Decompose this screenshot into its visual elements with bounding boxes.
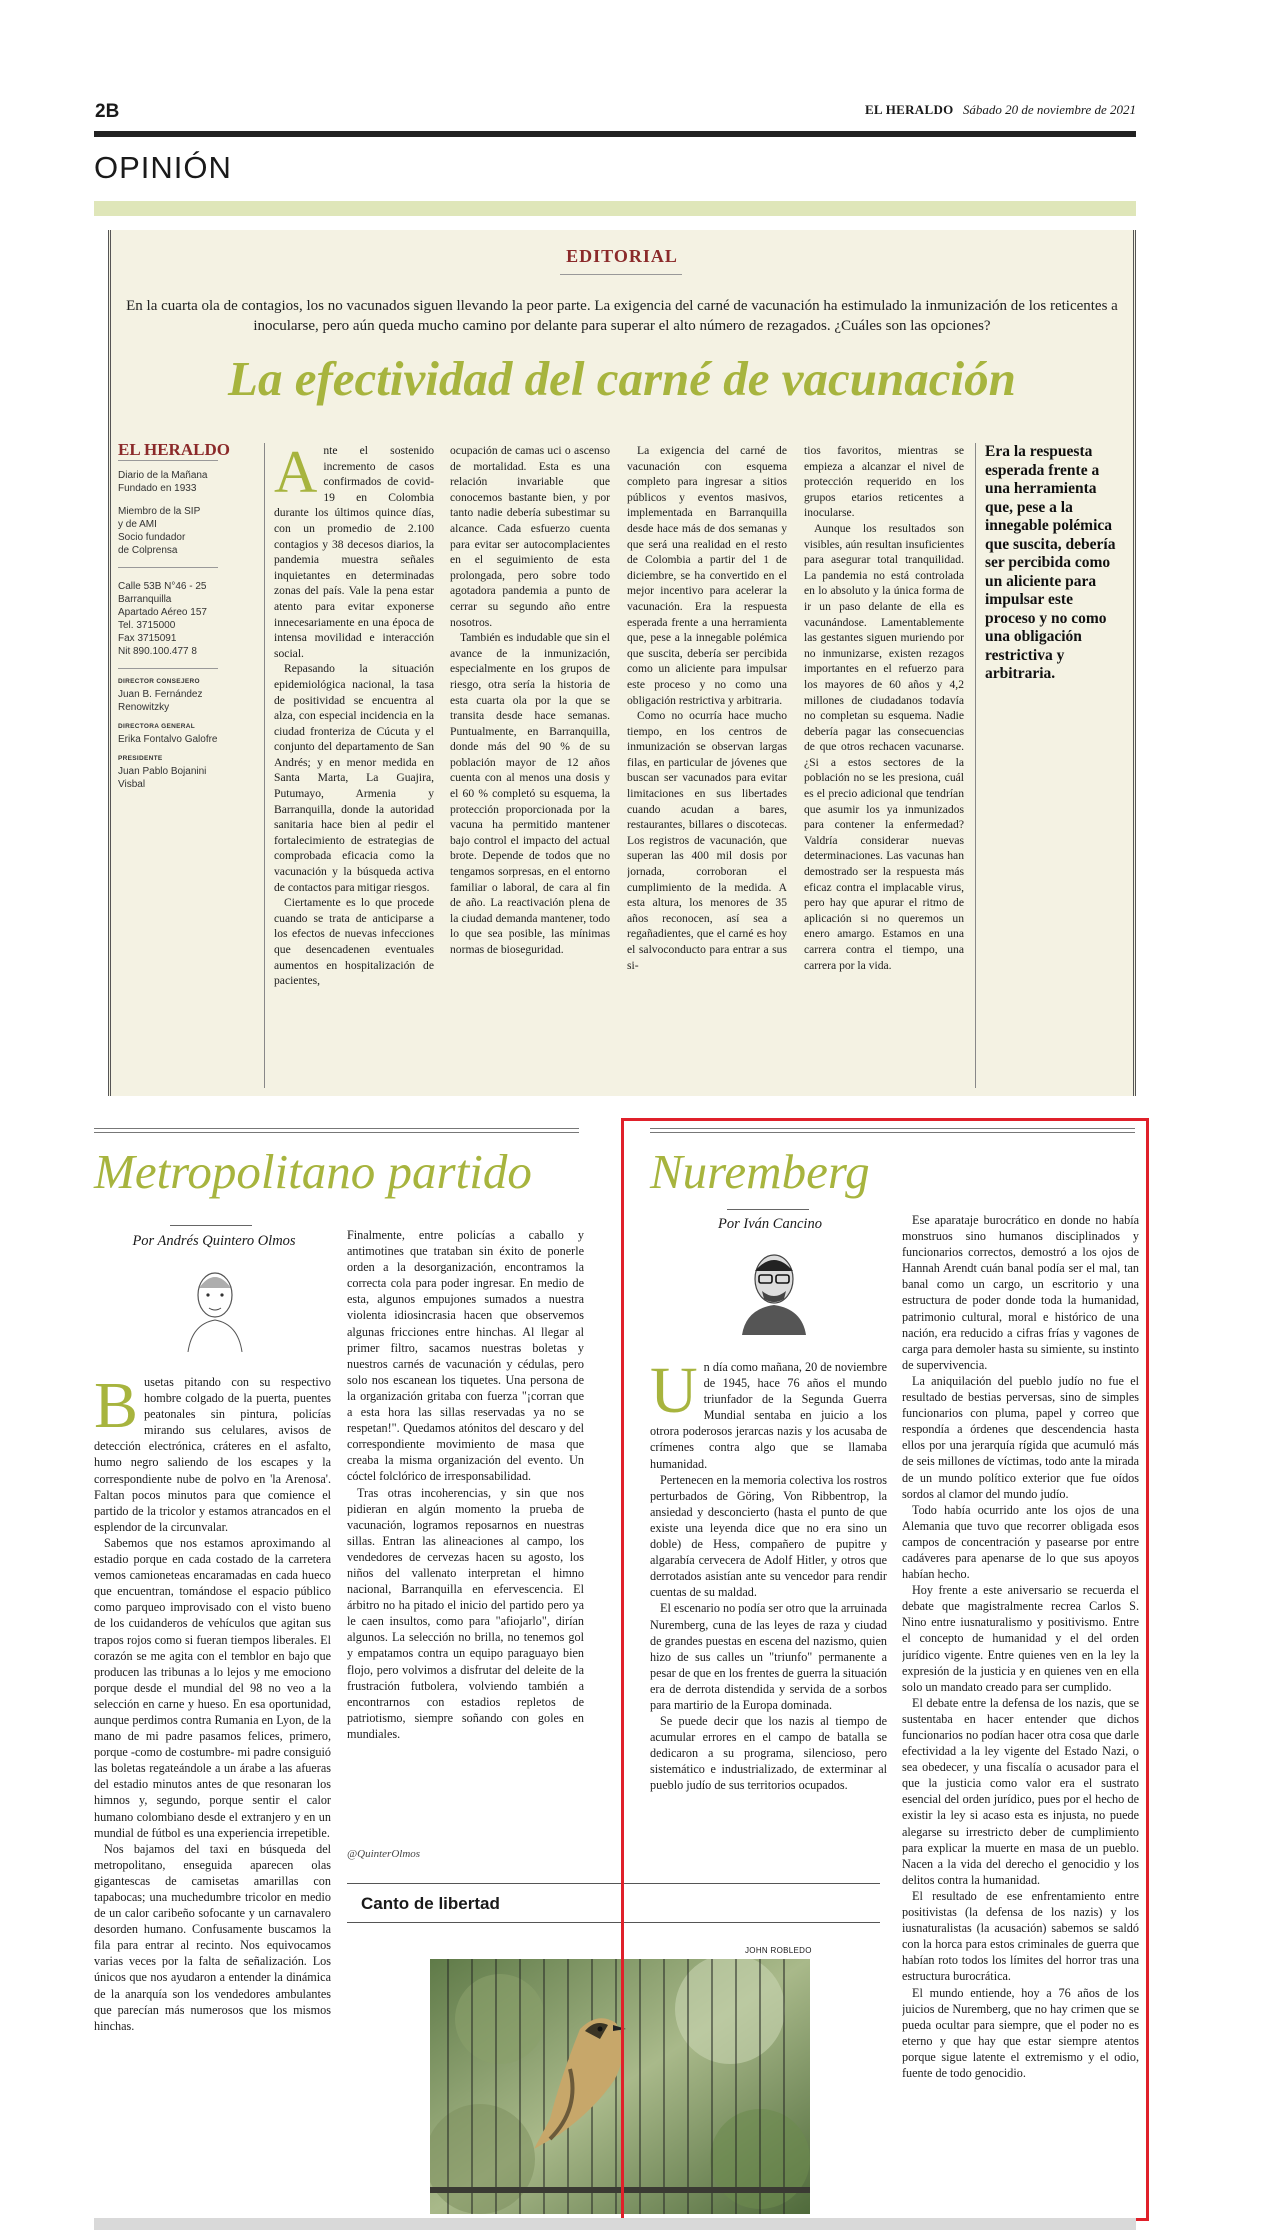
metropolitano-column-1 [94,1374,331,2206]
general-label: DIRECTORA GENERAL [118,723,195,730]
masthead-member: Miembro de la SIP y de AMI Socio fundador de Colprensa [118,506,201,556]
paragraph: El mundo entiende, hoy a 76 años de los juicios de Nuremberg, que no hay crimen que se pueda ocultar para siempre, que el poder no es eterno y que hay que estar siempre atentos porque sigue latente el extremismo y el odio, fuente de todo genocidio. [902,1985,1139,2080]
editorial-column-4 [804,443,964,1088]
byline-rule [170,1225,252,1226]
section-band [94,201,1136,216]
paragraph: El debate entre la defensa de los nazis, que se sustentaba en hacer entender que dichos funcionarios no podían hacer otra cosa que darle efectividad a la ley vigente del Estado Nazi, o sea obedecer, y una fiscalía o acusador para el que la justicia como valor era el sustrato esencial del orden jurídico, pues por el hecho de existir la ley si acaso esta es injusta, no puede alegarse su irrestricto deber de cumplimiento para explicar la muerte en masa de un pueblo. Nacen a la vida del derecho el genocidio y los delitos contra la humanidad. [902,1695,1139,1887]
pullquote: Era la respuesta esperada frente a una herramienta que, pese a la innegable polémica que suscita, debería ser percibida como un aliciente para impulsar este proceso y no como una obligación restrictiva y arbitraria. [985,443,1116,682]
editorial-headline: La efectividad del carné de vacunación [228,351,1016,406]
kicker-rule [560,274,682,275]
page-number: 2B [95,101,120,122]
paragraph: Tras otras incoherencias, y sin que nos pidieran en algún momento la prueba de vacunación, logramos reposarnos en nuestras sillas. Entran las alineaciones al campo, los vendedores de cervezas hacen su agosto, los niños del vallenato interpretan el himno nacional, Barranquilla en efervescencia. El árbitro no ha pitado el inicio del partido pero ya le caen insultos, como para "afiojarlo", dirían algunos. La selección no brilla, no tenemos gol y empatamos contra un equipo paraguayo bien flojo, pero volvimos a disfrutar del deleite de la frustración futbolera, volviendo también a encontrarnos con estadios repletos de patriotismo, siempre soñando con goles en mundiales. [347,1485,584,1741]
masthead-divider [264,443,265,1088]
editorial-column-2 [450,443,610,1088]
paragraph: Sabemos que nos estamos aproximando al estadio porque en cada costado de la carretera vemos camioneteas encaramadas en cada hueco que encuentran, tomándose el espacio público como parqueo improvisado con el visto bueno de los cuidanderos de vehículos que agitan sus trapos rojos como si fueran tiempos liberales. El corazón se me agita con el temblor en bajo que producen las tribunas a lo lejos y me emociono porque desde el mundial del 98 no veo a la selección en carne y hueso. En esa oportunidad, aunque perdimos contra Rumania en Lyon, de la mano de mi padre pasamos felices, primero, porque -como de costumbre- mi padre consiguió las boletas regateándole a un árabe a las afueras del estadio minutos antes de que resonaran los himnos y, segundo, porque sentir el calor humano colombiano desde el extranjero y en un mundial de fútbol es una experiencia irrepetible. [94,1535,331,1840]
paragraph: Pertenecen en la memoria colectiva los rostros perturbados de Göring, Von Ribbentrop, la ansiedad y desconcierto (hasta el punto de que existe una leyenda dice que no era sino un doble) de Hess, compañero de pupitre y algarabía cervecera de Adolf Hitler, y otros que derrotados asistían ante su vencedor para rendir cuentas de su maldad. [650,1472,887,1600]
paragraph: ocupación de camas uci o ascenso de mortalidad. Esta es una relación invariable que conocemos bastante bien, y por tanto nadie debería subestimar su alcance. Cada esfuerzo cuenta para evitar ser autocomplacientes en el seguimiento de esta prolongada, pero sobre todo agotadora pandemia a punto de cerrar su segundo año entre nosotros. [450,444,610,629]
paragraph: El resultado de ese enfrentamiento entre positivistas (la defensa de los nazis) y los iusnaturalistas (la acusación) sabemos se saldó con la horca para estos criminales de guerra que habían roto todos los límites del horror tras una estructura burocrática. [902,1888,1139,1984]
masthead-logo: EL HERALDO [118,440,230,459]
editorial-column-1 [274,443,434,1088]
bottom-color-strip [94,2218,1136,2230]
masthead-founded: Diario de la Mañana Fundado en 1933 [118,470,208,494]
byline-quintero: Por Andrés Quintero Olmos [132,1233,296,1249]
paragraph: El escenario no podía ser otro que la arruinada Nuremberg, cuna de las leyes de raza y ciudad de grandes puestas en escena del nazismo, quien hizo de sus calles un "triunfo" permanente a pesar de que en los frentes de guerra la situación era de derrota distendida y servida de a sorbos para martirio de la Europa dominada. [650,1601,887,1712]
paragraph: Finalmente, entre policías a caballo y antimotines que trataban sin éxito de ponerle orden a la desorganización, encontramos la correcta cola para poder ingresar. En medio de esta, algunos empujones sumados a nuestra violenta idiosincrasia hacen que observemos algunas fricciones entre hinchas. Al llegar al primer filtro, sacamos nuestras boletas y nuestros carnés de vacunación y cédulas, pero solo nos escanean los tiquetes. Una persona de la organización gritaba con fuerza "¡corran que a esta hora las sillas reservadas ya no se respetan!". Quedamos atónitos del descaro y del correspondiente movimiento de masa que creaba la misma organización del evento. Un cóctel folclórico de irresponsabilidad. [347,1228,584,1484]
author-portrait-quintero [180,1262,250,1352]
presidente-name: Juan Pablo Bojanini Visbal [118,766,207,790]
pullquote-divider [975,443,976,1088]
column-rule-left [94,1128,579,1129]
section-title: OPINIÓN [94,150,232,185]
presidente-label: PRESIDENTE [118,755,163,762]
date: Sábado 20 de noviembre de 2021 [962,102,1136,117]
paragraph: Ciertamente es lo que procede cuando se trata de anticiparse a los efectos de nuevas infecciones que desencadenen eventuales aumentos en hospitalización de pacientes, [274,896,434,988]
paragraph: Todo había ocurrido ante los ojos de una Alemania que tuvo que recorrer obligada esos campos de concentración y pasearse por entre cadáveres para apenarse de lo que sus apoyos habían hecho. [902,1502,1139,1582]
column-title-nuremberg: Nuremberg [650,1144,870,1199]
paragraph: La aniquilación del pueblo judío no fue el resultado de bestias perversas, sino de simples funcionarios con pluma, papel y correo que respondía a órdenes que descendencia hasta ellos por una jerarquía rígida que acumuló más de seis millones de víctimas, todo ante la mirada de un mundo político exterior que fue oídos sordos al clamor del mundo judío. [902,1373,1139,1501]
paper-name: EL HERALDO [864,102,954,117]
editorial-column-3 [627,443,787,1088]
drop-cap: A [274,443,318,505]
drop-cap: U [650,1359,698,1427]
header-rule [94,131,1136,137]
paragraph: Hoy frente a este aniversario se recuerda el debate que magistralmente recrea Carlos S. Nino entre iusnaturalismo y positivismo. Entre el concepto de humanidad y el del orden jurídico vigente. Entre quienes ven en la ley la expresión de la justicia y en quienes ven en ella solo un mandato creado para ser cumplido. [902,1583,1139,1694]
date-line [865,102,1136,118]
paragraph: También es indudable que sin el avance de la inmunización, especialmente en los grupos de riesgo, otra sería la historia de esta cuarta ola por la que se transita desde hace semanas. Puntualmente, en Barranquilla, donde más del 90 % de su población mayor de 12 años cuenta con al menos una dosis y el 60 % completó su esquema, la protección proporcionada por la vacuna ha permitido mantener bajo control el impacto del actual brote. Depende de todos que no tengamos sorpresas, en el entorno familiar o laboral, de cara al fin de año. La reactivación plena de la ciudad demanda mantener, todo lo que sea posible, las mínimas normas de bioseguridad. [450,631,610,956]
masthead [118,440,270,791]
paragraph: Se puede decir que los nazis al tiempo de acumular errores en el campo de batalla se dedicaron a su programa, silencioso, pero sistemático e industrializado, de exterminar al pueblo judío de sus territorios ocupados. [650,1714,887,1793]
column-title-metropolitano: Metropolitano partido [94,1144,532,1199]
paragraph: Como no ocurría hace mucho tiempo, en los centros de inmunización se observan largas filas, en particular de jóvenes que buscan ser vacunados para evitar limitaciones en sus libertades cuando acudan a bares, restaurantes, billares o discotecas. Los registros de vacunación, que superan las 400 mil dosis por jornada, corroboran el cumplimiento de la medida. A esta altura, los menores de 35 años reconocen, así sea a regañadientes, que el carné es hoy el salvoconducto para entrar a sus si- [627,709,787,972]
paragraph: tios favoritos, mientras se empieza a alcanzar el nivel de protección requerido en los grupos etarios reticentes a inocularse. [804,444,964,520]
paragraph: usetas pitando con su respectivo hombre colgado de la puerta, puentes peatonales sin pintura, policías mirando sus celulares, avisos de detección electrónica, cráteres en el asfalto, humo negro saliendo de los escapes y la correspondiente nube de polvo en 'la Arenosa'. Faltan pocos minutos para que comience el partido de la tricolor y estamos atrancados en el esplendor de la circunvalar. [94,1375,331,1534]
paragraph: n día como mañana, 20 de noviembre de 1945, hace 76 años el mundo triunfador de la Segunda Guerra Mundial sentaba en juicio a los otrora poderosos jerarcas nazis y los acusaba de crímenes contra algo que se llamaba humanidad. [650,1360,887,1471]
photo-title: Canto de libertad [361,1894,500,1913]
column-rule-left-2 [94,1132,579,1133]
metropolitano-column-2 [347,1227,584,1857]
consejero-label: DIRECTOR CONSEJERO [118,678,200,685]
byline-cancino: Por Iván Cancino [718,1216,822,1232]
general-name: Erika Fontalvo Galofre [118,734,218,745]
consejero-name: Juan B. Fernández Renowitzky [118,689,203,713]
photo-credit: JOHN ROBLEDO [745,1946,812,1955]
author-handle-quintero: @QuinterOlmos [347,1848,421,1860]
paragraph: Nos bajamos del taxi en búsqueda del metropolitano, enseguida aparecen olas gigantescas de camisetas amarillas con tapabocas; una muchedumbre tricolor en medio de un calor caribeño sofocante y un carnavalero desorden humano. Confusamente buscamos la fila para entrar al recinto. Nos equivocamos varias veces por la falta de señalización. Los únicos que nos ayudaron a entender la dinámica de la anarquía son los vendedores ambulantes que parecían más numerosos que los mismos hinchas. [94,1841,331,2033]
masthead-address: Calle 53B N°46 - 25 Barranquilla Apartado Aéreo 157 Tel. 3715000 Fax 3715091 Nit 890.100.477 8 [118,581,207,657]
paragraph: Aunque los resultados son visibles, aún resultan insuficientes para asegurar total tranquilidad. La pandemia no está controlada en lo absoluto y la única forma de ir un paso delante de ella es vacunándose. Lamentablemente las gestantes siguen muriendo por no inmunizarse, existen rezagos importantes en el refuerzo para los mayores de 60 años y 4,2 millones de ciudadanos todavía no completan su esquema. Nadie debería pagar las consecuencias de que otros rechacen vacunarse. ¿Si a estos sectores de la población no se les presiona, cuál es el precio adicional que tendrían que asumir los ya inmunizados para contener la enfermedad? Valdría considerar nuevas determinaciones. Las vacunas han demostrado ser la respuesta más eficaz contra el implacable virus, pero hay que apurar el ritmo de aplicación si no queremos un enero amargo. Estamos en una carrera contra el tiempo, una carrera por la vida. [804,521,964,972]
drop-cap: B [94,1374,139,1442]
selection-highlight-box[interactable] [621,1118,1149,2221]
editorial-kicker: EDITORIAL [566,246,678,266]
editorial-deck: En la cuarta ola de contagios, los no vacunados siguen llevando la peor parte. La exigencia del carné de vacunación ha estimulado la inmunización de los reticentes a inocularse, pero aún queda mucho camino por delante para superar el alto número de rezagados. ¿Cuáles son las opciones? [126,298,1118,334]
paragraph: Repasando la situación epidemiológica nacional, la tasa de positividad se encuentra al alza, con especial incidencia en la ciudad fronteriza de Cúcuta y el conjunto del departamento de San Andrés; y en menor medida en Santa Marta, La Guajira, Putumayo, Armenia y Barranquilla, donde la autoridad sanitaria hace bien al pedir el fortalecimiento de estrategias de comprobada eficacia como la vacunación y la búsqueda activa de contactos para mitigar riesgos. [274,662,434,894]
paragraph: nte el sostenido incremento de casos confirmados de covid-19 en Colombia durante los últimos quince días, con un promedio de 2.100 contagios y 38 decesos diarios, la pandemia muestra señales inquietantes en determinadas zonas del país. Vale la pena estar atento para evitar exponerse innecesariamente en una época de intensa movilidad e interacción social. [274,444,434,660]
paragraph: Ese aparataje burocrático en donde no había monstruos sino humanos disciplinados y funcionarios correctos, demostró a los ojos de Hannah Arendt cuán banal podía ser el mal, tan banal como un cargo, un escritorio y una estructura de poder donde toda la humanidad, patrimonio cultural, moral e histórico de una nación, era reducido a cifras frías y vagones de carga para demoler hasta su simiente, su instinto de supervivencia. [902,1213,1139,1372]
paragraph: La exigencia del carné de vacunación con esquema completo para ingresar a sitios públicos y eventos masivos, implementada en Barranquilla desde hace más de dos semanas y que será una realidad en el resto de Colombia a partir del 1 de diciembre, se ha convertido en el mejor incentivo para acelerar la vacunación. Era la respuesta esperada frente a una herramienta que, pese a la innegable polémica que suscita, debería ser percibida como un aliciente para impulsar este proceso y no como una obligación restrictiva y arbitraria. [627,444,787,707]
